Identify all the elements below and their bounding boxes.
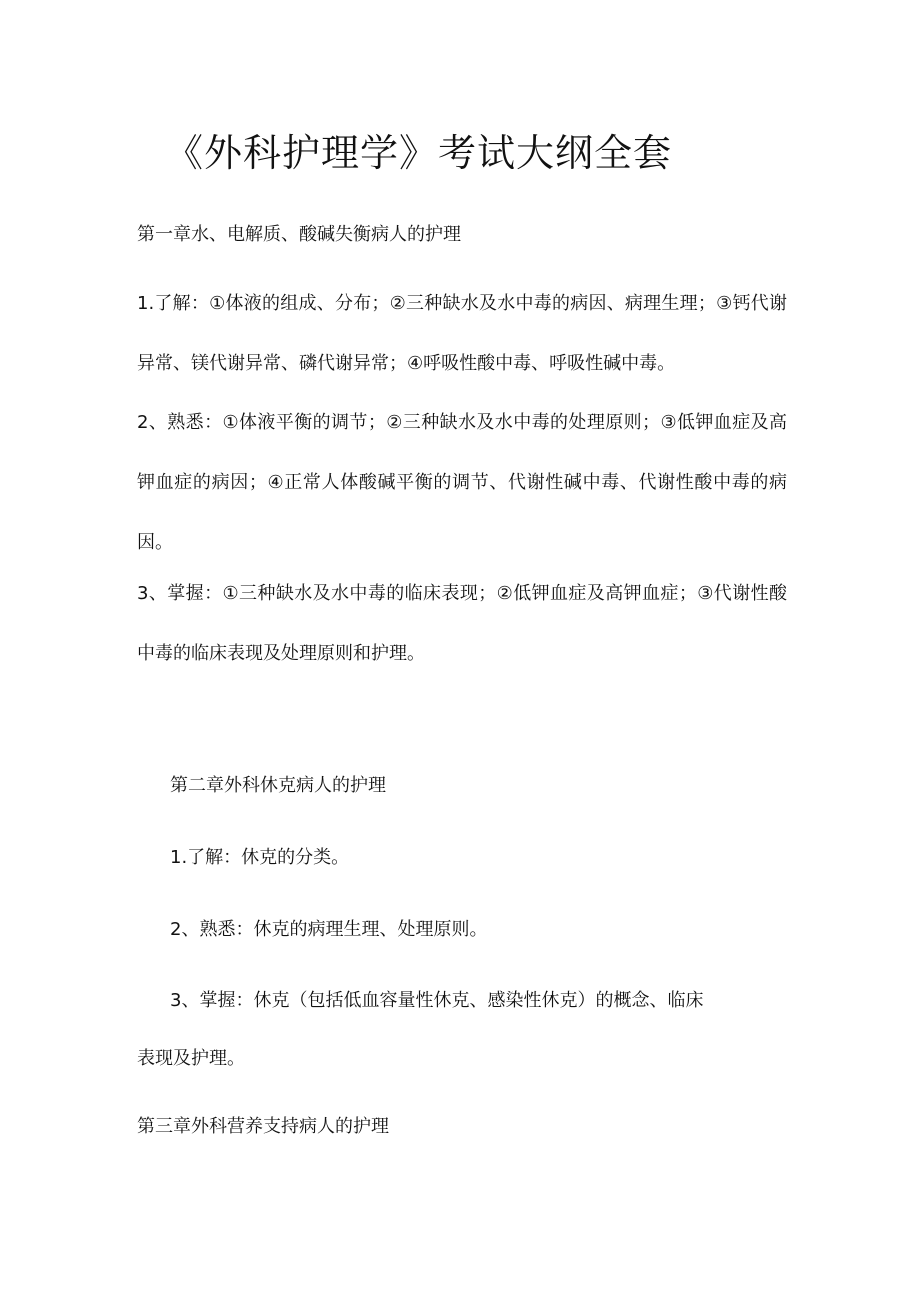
chapter2-item-3-line-2: 表现及护理。 (137, 1048, 245, 1069)
chapter1-item-1 (137, 274, 787, 394)
chapter2-heading: 第二章外科休克病人的护理 (170, 775, 386, 796)
chapter2-item-1: 1.了解：休克的分类。 (170, 847, 350, 868)
chapter2-item-3-line-1: 3、掌握：休克（包括低血容量性休克、感染性休克）的概念、临床 (170, 990, 704, 1011)
chapter1-item-2-text: 2、熟悉：①体液平衡的调节；②三种缺水及水中毒的处理原则；③低钾血症及高钾血症的病因；④正常人体酸碱平衡的调节、代谢性碱中毒、代谢性酸中毒的病因。 (137, 412, 787, 553)
chapter2-item-2: 2、熟悉：休克的病理生理、处理原则。 (170, 919, 488, 940)
chapter1-item-3 (137, 564, 787, 684)
chapter3-heading: 第三章外科营养支持病人的护理 (137, 1116, 389, 1137)
chapter1-heading: 第一章水、电解质、酸碱失衡病人的护理 (137, 224, 461, 245)
chapter1-item-1-text: 1.了解：①体液的组成、分布；②三种缺水及水中毒的病因、病理生理；③钙代谢异常、镁代谢异常、磷代谢异常；④呼吸性酸中毒、呼吸性碱中毒。 (137, 293, 787, 374)
chapter1-item-2 (137, 393, 787, 573)
document-title: 《外科护理学》考试大纲全套 (165, 131, 673, 175)
chapter1-item-3-text: 3、掌握：①三种缺水及水中毒的临床表现；②低钾血症及高钾血症；③代谢性酸中毒的临床表现及处理原则和护理。 (137, 583, 787, 664)
